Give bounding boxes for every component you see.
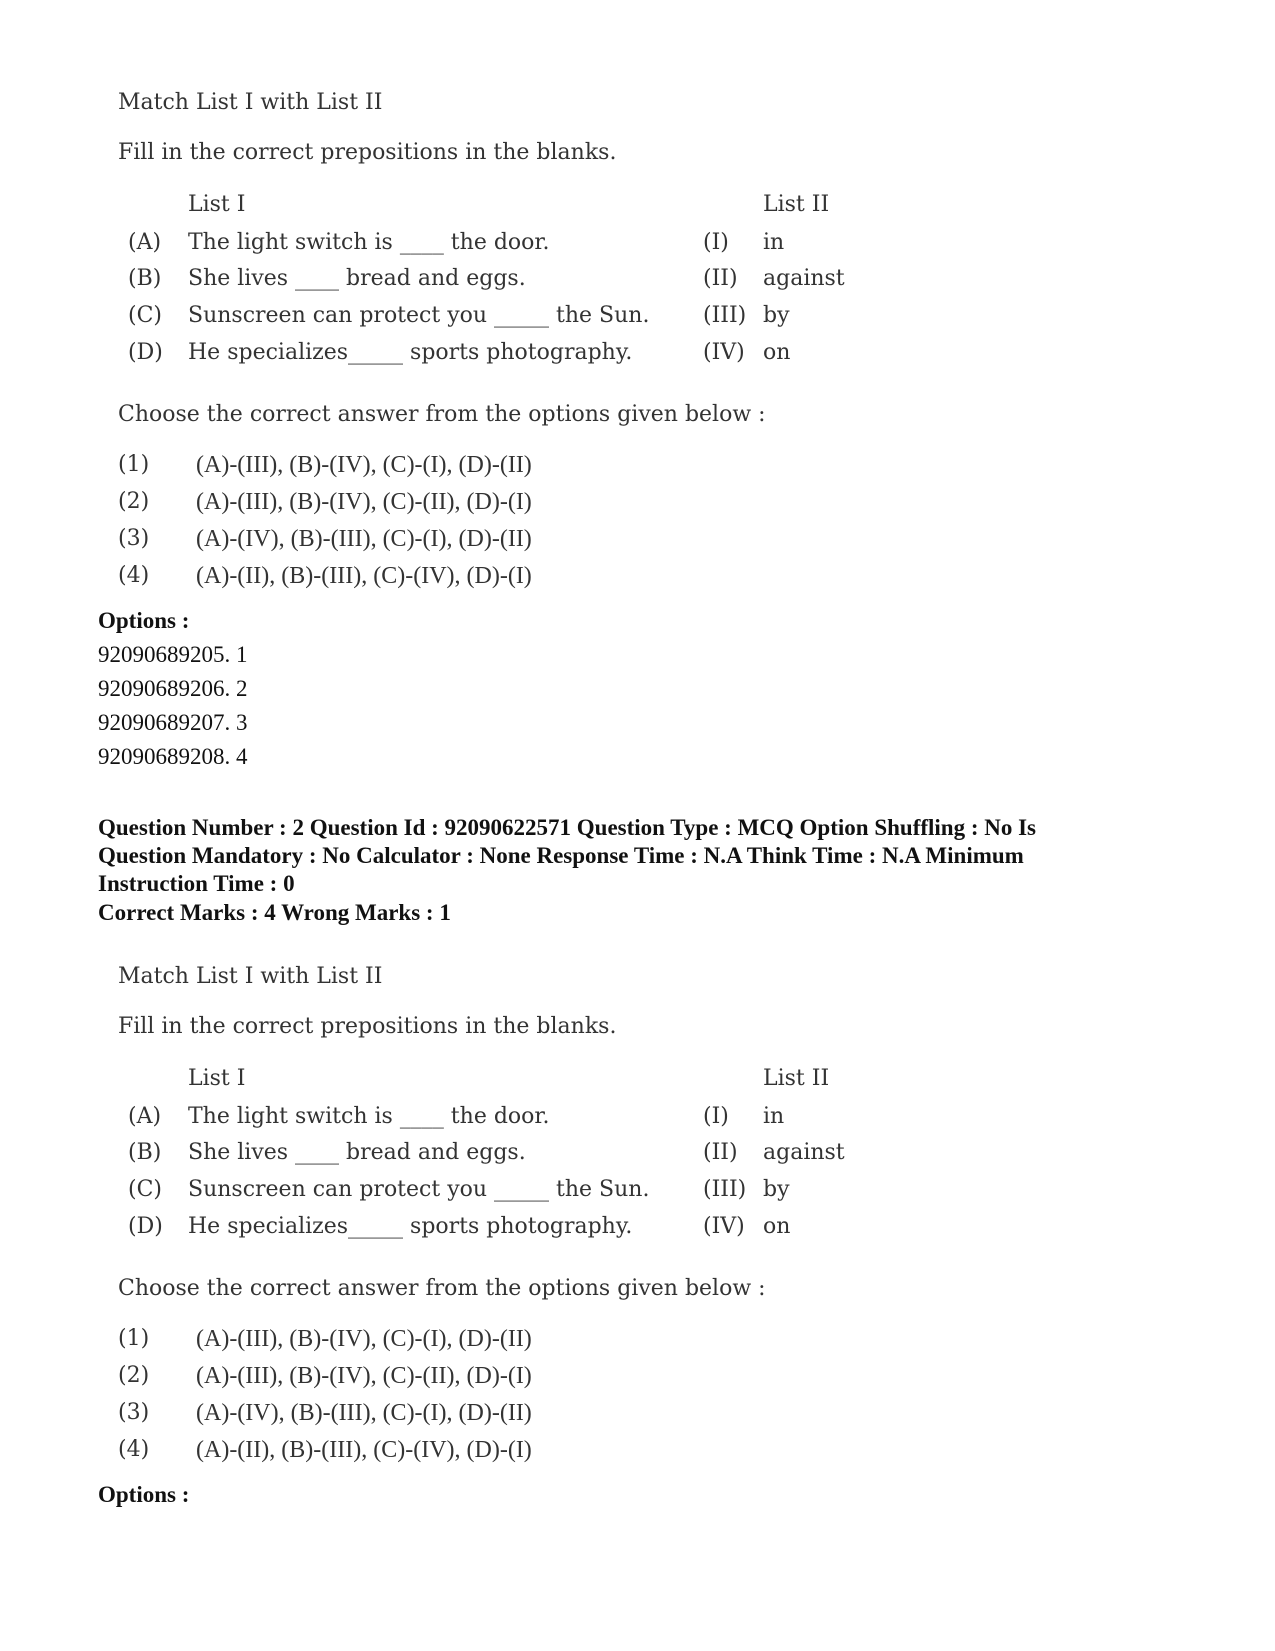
answer-label: (4) bbox=[118, 563, 150, 588]
row-text: She lives ____ bread and eggs. bbox=[188, 266, 526, 291]
answer-label: (4) bbox=[118, 1437, 150, 1462]
match-heading: Match List I with List II bbox=[118, 90, 383, 115]
row-label: (D) bbox=[128, 340, 163, 365]
row-label: (A) bbox=[128, 230, 162, 255]
row-right-value: by bbox=[763, 303, 790, 328]
row-label: (B) bbox=[128, 1140, 162, 1165]
option-item[interactable]: 92090689208. 4 bbox=[98, 744, 248, 769]
row-text: He specializes_____ sports photography. bbox=[188, 340, 633, 365]
answer-label: (1) bbox=[118, 452, 150, 477]
row-right-value: by bbox=[763, 1177, 790, 1202]
row-label: (D) bbox=[128, 1214, 163, 1239]
row-label: (C) bbox=[128, 303, 162, 328]
row-text: The light switch is ____ the door. bbox=[188, 230, 550, 255]
answer-label: (3) bbox=[118, 1400, 150, 1425]
options-list-2 bbox=[98, 1482, 189, 1508]
answer-value: (A)-(III), (B)-(IV), (C)-(II), (D)-(I) bbox=[196, 489, 532, 515]
row-right-value: on bbox=[763, 340, 791, 365]
answer-value: (A)-(II), (B)-(III), (C)-(IV), (D)-(I) bbox=[196, 1437, 532, 1463]
row-right-label: (I) bbox=[703, 230, 729, 255]
answer-label: (3) bbox=[118, 526, 150, 551]
option-item[interactable]: 92090689205. 1 bbox=[98, 642, 248, 667]
row-right-label: (III) bbox=[703, 1177, 747, 1202]
meta-line: Question Number : 2 Question Id : 92090622571 Question Type : MCQ Option Shuffling : No Is bbox=[98, 815, 1037, 840]
choose-instruction: Choose the correct answer from the options given below : bbox=[118, 402, 766, 427]
row-label: (B) bbox=[128, 266, 162, 291]
question-image-1 bbox=[118, 90, 858, 600]
row-right-value: in bbox=[763, 1104, 785, 1129]
meta-line: Question Mandatory : No Calculator : None Response Time : N.A Think Time : N.A Minimum bbox=[98, 843, 1024, 868]
list1-title: List I bbox=[188, 192, 246, 217]
answer-value: (A)-(II), (B)-(III), (C)-(IV), (D)-(I) bbox=[196, 563, 532, 589]
row-text: He specializes_____ sports photography. bbox=[188, 1214, 633, 1239]
instruction: Fill in the correct prepositions in the blanks. bbox=[118, 140, 617, 165]
row-right-label: (IV) bbox=[703, 1214, 745, 1239]
answer-value: (A)-(IV), (B)-(III), (C)-(I), (D)-(II) bbox=[196, 526, 532, 552]
row-right-value: against bbox=[763, 1140, 845, 1165]
options-title: Options : bbox=[98, 608, 190, 633]
row-text: The light switch is ____ the door. bbox=[188, 1104, 550, 1129]
answer-label: (2) bbox=[118, 489, 150, 514]
row-right-label: (II) bbox=[703, 1140, 738, 1165]
list1-title: List I bbox=[188, 1066, 246, 1091]
row-right-value: against bbox=[763, 266, 845, 291]
row-right-value: on bbox=[763, 1214, 791, 1239]
instruction: Fill in the correct prepositions in the blanks. bbox=[118, 1014, 617, 1039]
row-right-value: in bbox=[763, 230, 785, 255]
answer-value: (A)-(III), (B)-(IV), (C)-(I), (D)-(II) bbox=[196, 452, 532, 478]
options-list bbox=[98, 608, 248, 770]
choose-instruction: Choose the correct answer from the options given below : bbox=[118, 1276, 766, 1301]
row-right-label: (II) bbox=[703, 266, 738, 291]
row-right-label: (III) bbox=[703, 303, 747, 328]
answer-value: (A)-(III), (B)-(IV), (C)-(II), (D)-(I) bbox=[196, 1363, 532, 1389]
answer-label: (2) bbox=[118, 1363, 150, 1388]
answer-label: (1) bbox=[118, 1326, 150, 1351]
options-title: Options : bbox=[98, 1482, 190, 1507]
row-right-label: (I) bbox=[703, 1104, 729, 1129]
row-text: Sunscreen can protect you _____ the Sun. bbox=[188, 1177, 650, 1202]
list2-title: List II bbox=[763, 192, 830, 217]
meta-line: Instruction Time : 0 bbox=[98, 871, 295, 896]
match-heading: Match List I with List II bbox=[118, 964, 383, 989]
row-text: She lives ____ bread and eggs. bbox=[188, 1140, 526, 1165]
marks-line: Correct Marks : 4 Wrong Marks : 1 bbox=[98, 900, 451, 925]
question-meta bbox=[98, 814, 1178, 898]
answer-value: (A)-(III), (B)-(IV), (C)-(I), (D)-(II) bbox=[196, 1326, 532, 1352]
option-item[interactable]: 92090689206. 2 bbox=[98, 676, 248, 701]
row-label: (A) bbox=[128, 1104, 162, 1129]
list2-title: List II bbox=[763, 1066, 830, 1091]
answer-value: (A)-(IV), (B)-(III), (C)-(I), (D)-(II) bbox=[196, 1400, 532, 1426]
question-image-2 bbox=[118, 964, 858, 1474]
row-label: (C) bbox=[128, 1177, 162, 1202]
option-item[interactable]: 92090689207. 3 bbox=[98, 710, 248, 735]
row-right-label: (IV) bbox=[703, 340, 745, 365]
row-text: Sunscreen can protect you _____ the Sun. bbox=[188, 303, 650, 328]
